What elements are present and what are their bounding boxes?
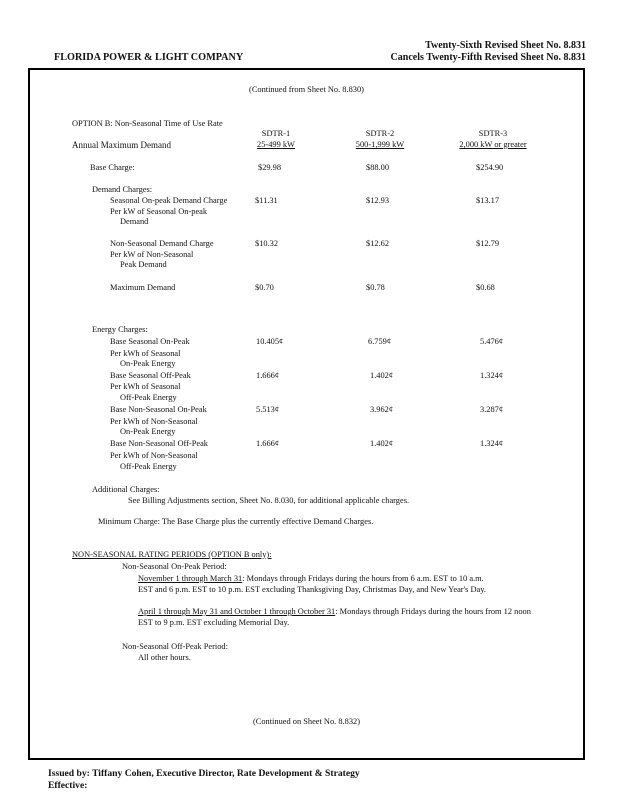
demand-value: $12.93 xyxy=(366,196,390,205)
demand-row-sublabel: Demand xyxy=(120,217,149,226)
base-charge-label: Base Charge: xyxy=(90,163,135,172)
demand-value: $13.17 xyxy=(476,196,500,205)
period-1-text-cont: EST and 6 p.m. EST to 10 p.m. EST excluding Thanksgiving Day, Christmas Day, and New Year's Day. xyxy=(138,585,486,594)
energy-row-sublabel: Per kWh of Non-Seasonal xyxy=(110,451,198,460)
energy-charges-heading: Energy Charges: xyxy=(92,325,148,334)
demand-value: $12.79 xyxy=(476,239,500,248)
sheet-number: Twenty-Sixth Revised Sheet No. 8.831 xyxy=(425,40,586,51)
period-2-line xyxy=(138,606,531,617)
energy-value: 6.759¢ xyxy=(368,337,392,346)
continued-on: (Continued on Sheet No. 8.832) xyxy=(252,717,360,726)
demand-row-sublabel: Peak Demand xyxy=(120,260,167,269)
column-sdtr2-range: 500-1,999 kW xyxy=(355,140,405,149)
demand-value: $0.70 xyxy=(255,283,274,292)
period-1-label: November 1 through March 31 xyxy=(138,574,243,583)
base-charge-sdtr3: $254.90 xyxy=(476,163,504,172)
energy-value: 5.476¢ xyxy=(480,337,504,346)
period-2-text: : Mondays through Fridays during the hours from 12 noon xyxy=(335,607,531,616)
demand-row-sublabel: Per kW of Seasonal On-peak xyxy=(110,207,208,216)
demand-row-sublabel: Per kW of Non-Seasonal xyxy=(110,250,194,259)
energy-row-label: Base Seasonal Off-Peak xyxy=(110,371,191,380)
demand-value: $0.68 xyxy=(476,283,495,292)
energy-value: 1.402¢ xyxy=(370,371,394,380)
period-1-line xyxy=(138,573,484,584)
energy-row-sublabel: On-Peak Energy xyxy=(120,427,176,436)
energy-row-sublabel: Off-Peak Energy xyxy=(120,393,177,402)
column-sdtr3-name: SDTR-3 xyxy=(478,129,508,138)
on-peak-heading: Non-Seasonal On-Peak Period: xyxy=(122,562,227,571)
demand-value: $10.32 xyxy=(255,239,279,248)
energy-row-label: Base Non-Seasonal Off-Peak xyxy=(110,439,208,448)
energy-row-label: Base Seasonal On-Peak xyxy=(110,337,190,346)
effective-date: Effective: xyxy=(48,780,88,791)
energy-value: 1.666¢ xyxy=(256,439,280,448)
energy-row-sublabel: Per kWh of Seasonal xyxy=(110,382,181,391)
energy-row-sublabel: Per kWh of Non-Seasonal xyxy=(110,417,198,426)
energy-value: 1.402¢ xyxy=(370,439,394,448)
company-name: FLORIDA POWER & LIGHT COMPANY xyxy=(54,52,244,63)
column-sdtr1-name: SDTR-1 xyxy=(261,129,291,138)
energy-value: 10.405¢ xyxy=(256,337,284,346)
annual-max-demand-label: Annual Maximum Demand xyxy=(72,140,171,150)
energy-row-label: Base Non-Seasonal On-Peak xyxy=(110,405,207,414)
off-peak-heading: Non-Seasonal Off-Peak Period: xyxy=(122,642,228,651)
rating-periods-heading: NON-SEASONAL RATING PERIODS (OPTION B only): xyxy=(72,550,272,559)
continued-from: (Continued from Sheet No. 8.830) xyxy=(249,85,364,94)
additional-charges-heading: Additional Charges: xyxy=(92,485,160,494)
energy-value: 3.287¢ xyxy=(480,405,504,414)
issued-by: Issued by: Tiffany Cohen, Executive Director, Rate Development & Strategy xyxy=(48,768,360,779)
energy-row-sublabel: Off-Peak Energy xyxy=(120,462,177,471)
demand-value: $11.31 xyxy=(255,196,278,205)
period-2-text-cont: EST to 9 p.m. EST excluding Memorial Day. xyxy=(138,618,290,627)
cancels-sheet: Cancels Twenty-Fifth Revised Sheet No. 8.831 xyxy=(390,52,586,63)
option-title: OPTION B: Non-Seasonal Time of Use Rate xyxy=(72,119,223,128)
demand-row-label: Maximum Demand xyxy=(110,283,176,292)
energy-row-sublabel: Per kWh of Seasonal xyxy=(110,349,181,358)
period-2-label: April 1 through May 31 and October 1 through October 31 xyxy=(138,607,336,616)
period-1-text: : Mondays through Fridays during the hours from 6 a.m. EST to 10 a.m. xyxy=(242,574,484,583)
demand-row-label: Non-Seasonal Demand Charge xyxy=(110,239,214,248)
column-sdtr3-range: 2,000 kW or greater xyxy=(459,140,527,149)
base-charge-sdtr2: $88.00 xyxy=(366,163,390,172)
demand-row-label: Seasonal On-peak Demand Charge xyxy=(110,196,228,205)
demand-value: $12.62 xyxy=(366,239,390,248)
energy-value: 1.666¢ xyxy=(256,371,280,380)
energy-value: 1.324¢ xyxy=(480,439,504,448)
column-sdtr1-range: 25-499 kW xyxy=(257,140,295,149)
demand-charges-heading: Demand Charges: xyxy=(92,185,153,194)
energy-value: 3.962¢ xyxy=(370,405,394,414)
additional-charges-text: See Billing Adjustments section, Sheet No. 8.030, for additional applicable charges. xyxy=(128,496,410,505)
demand-value: $0.78 xyxy=(366,283,385,292)
column-sdtr2-name: SDTR-2 xyxy=(365,129,395,138)
energy-row-sublabel: On-Peak Energy xyxy=(120,359,176,368)
energy-value: 1.324¢ xyxy=(480,371,504,380)
minimum-charge: Minimum Charge: The Base Charge plus the currently effective Demand Charges. xyxy=(98,517,374,526)
energy-value: 5.513¢ xyxy=(256,405,280,414)
off-peak-text: All other hours. xyxy=(138,653,191,662)
base-charge-sdtr1: $29.98 xyxy=(258,163,282,172)
